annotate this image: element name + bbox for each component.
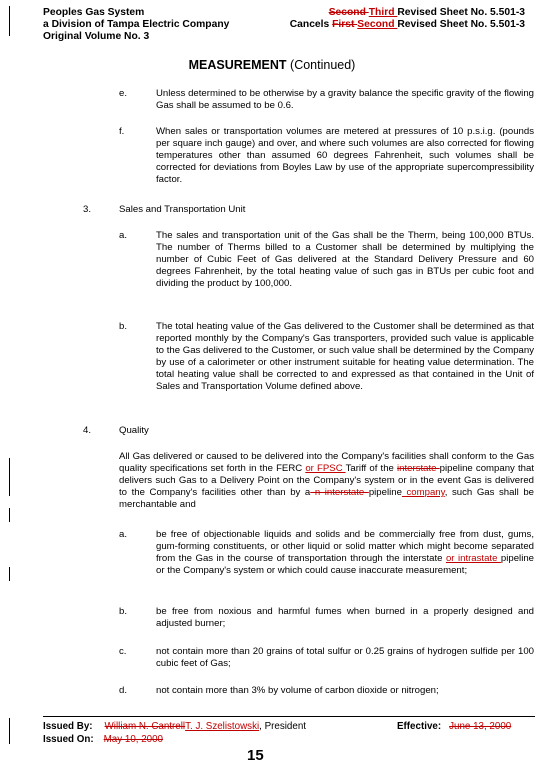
text-run: be free of objectionable liquids and solids and be commercially free from dust, gums, gum-forming constituents, or other liquid or solid matter which might become separated from the Gas in the course of transportation through the interstate: [156, 529, 534, 565]
issued-by-label: Issued By:: [43, 721, 93, 732]
sales-unit-text: The sales and transportation unit of the Gas shall be the Therm, being 100,000 BTUs. The number of Therms billed to a Customer shall be determined by multiplying the number of Cubic Feet of Gas delivered at the Standard Delivery Pressure and 60 degrees Fahrenheit, by the total heating value of such gas in BTUs per cubic foot and dividing the product by 100,000.: [156, 230, 534, 290]
deleted-text: n interstate: [310, 487, 369, 499]
item-label: d.: [119, 685, 128, 696]
quality-item-c: not contain more than 20 grains of total sulfur or 0.25 grains of hydrogen sulfide per 100 cubic feet of Gas;: [156, 646, 534, 670]
cancels-sheet-number: Revised Sheet No. 5.501-3: [397, 19, 525, 30]
item-label: a.: [119, 529, 128, 540]
inserted-text: company: [401, 487, 445, 499]
item-label: f.: [119, 126, 125, 137]
title-main: MEASUREMENT: [188, 58, 287, 72]
item-label: c.: [119, 646, 127, 657]
change-bar: [9, 6, 10, 36]
sheet-revision: [329, 7, 525, 19]
cancels-revision: [290, 19, 525, 31]
company-division: a Division of Tampa Electric Company: [43, 19, 230, 30]
text-run: pipeline: [368, 487, 402, 499]
page-title: [0, 58, 544, 72]
section-number: 3.: [83, 204, 92, 215]
item-label: b.: [119, 321, 128, 332]
quality-paragraph: [119, 451, 534, 511]
section-title: Quality: [119, 425, 149, 436]
quality-item-a: [156, 529, 534, 577]
text-run: Tariff of the: [345, 463, 398, 475]
inserted-text: or FPSC: [305, 463, 346, 475]
effective-old-date: June 13, 2000: [449, 721, 512, 732]
issued-on-old-date: May 10, 2000: [103, 734, 164, 745]
item-label: e.: [119, 88, 128, 99]
deleted-text: interstate: [397, 463, 440, 475]
section-number: 4.: [83, 425, 92, 436]
tariff-volume: Original Volume No. 3: [43, 31, 150, 42]
change-bar: [9, 567, 10, 581]
sheet-old-revision: Second: [328, 7, 369, 18]
item-f-text: When sales or transportation volumes are metered at pressures of 10 p.s.i.g. (pounds per square inch gauge) and over, and where such volumes are also corrected for flowing temperatures other than assumed 60 degrees Fahrenheit, such volumes shall be corrected for deviations from Boyles Law by use of the appropriate supercompressibility factor.: [156, 126, 534, 186]
title-continued: (Continued): [286, 58, 356, 72]
effective-label: Effective:: [397, 721, 442, 732]
cancels-label: Cancels: [289, 19, 333, 30]
change-bar: [9, 508, 10, 522]
heating-value-text: The total heating value of the Gas delivered to the Customer shall be determined as that reported monthly by the Company's Gas transporters, provided such value is applicable to the Gas delivered to the Customer, or such value shall be determined by the Company by use of a calorimeter or other instrument suitable for heating value determination. The total heating value shall be corrected to and expressed as that contained in the Unit of Sales and Transportation Volume defined above.: [156, 321, 534, 393]
effective-date: [397, 721, 511, 732]
cancels-old-revision: First: [332, 19, 358, 30]
footer-rule: [43, 716, 535, 717]
item-label: a.: [119, 230, 128, 241]
issued-by-old: William N. Cantrell: [104, 721, 186, 732]
quality-item-b: be free from noxious and harmful fumes when burned in a properly designed and adjusted burner;: [156, 606, 534, 630]
cancels-new-revision: Second: [357, 19, 398, 30]
sheet-new-revision: Third: [368, 7, 398, 18]
sheet-number: Revised Sheet No. 5.501-3: [397, 7, 525, 18]
issued-on: [43, 734, 163, 745]
item-e-text: Unless determined to be otherwise by a gravity balance the specific gravity of the flowing Gas shall be assumed to be 0.6.: [156, 88, 534, 112]
text-run: All Gas delivered or caused to be delivered into the Company's facilities shall conform to the Gas quality specifications set forth in the FERC: [119, 451, 534, 475]
page-number: 15: [247, 747, 264, 764]
change-bar: [9, 718, 10, 744]
text-run: pipeline company that delivers such Gas to a Delivery Point on the Company's system or in the event Gas is delivered to the Company's facilities other than by a: [119, 463, 534, 499]
issued-by-new: T. J. Szelistowski: [185, 721, 260, 732]
section-title: Sales and Transportation Unit: [119, 204, 246, 215]
item-label: b.: [119, 606, 128, 617]
issued-on-label: Issued On:: [43, 734, 94, 745]
change-bar: [9, 458, 10, 496]
company-name: Peoples Gas System: [43, 7, 145, 18]
issued-by: [43, 721, 306, 732]
text-run: pipeline or the Company's system or which could cause inaccurate measurement;: [156, 553, 534, 577]
inserted-text: or intrastate: [445, 553, 501, 565]
text-run: , such Gas shall be merchantable and: [119, 487, 534, 511]
quality-item-d: not contain more than 3% by volume of carbon dioxide or nitrogen;: [156, 685, 439, 696]
issued-by-title: , President: [259, 721, 306, 732]
